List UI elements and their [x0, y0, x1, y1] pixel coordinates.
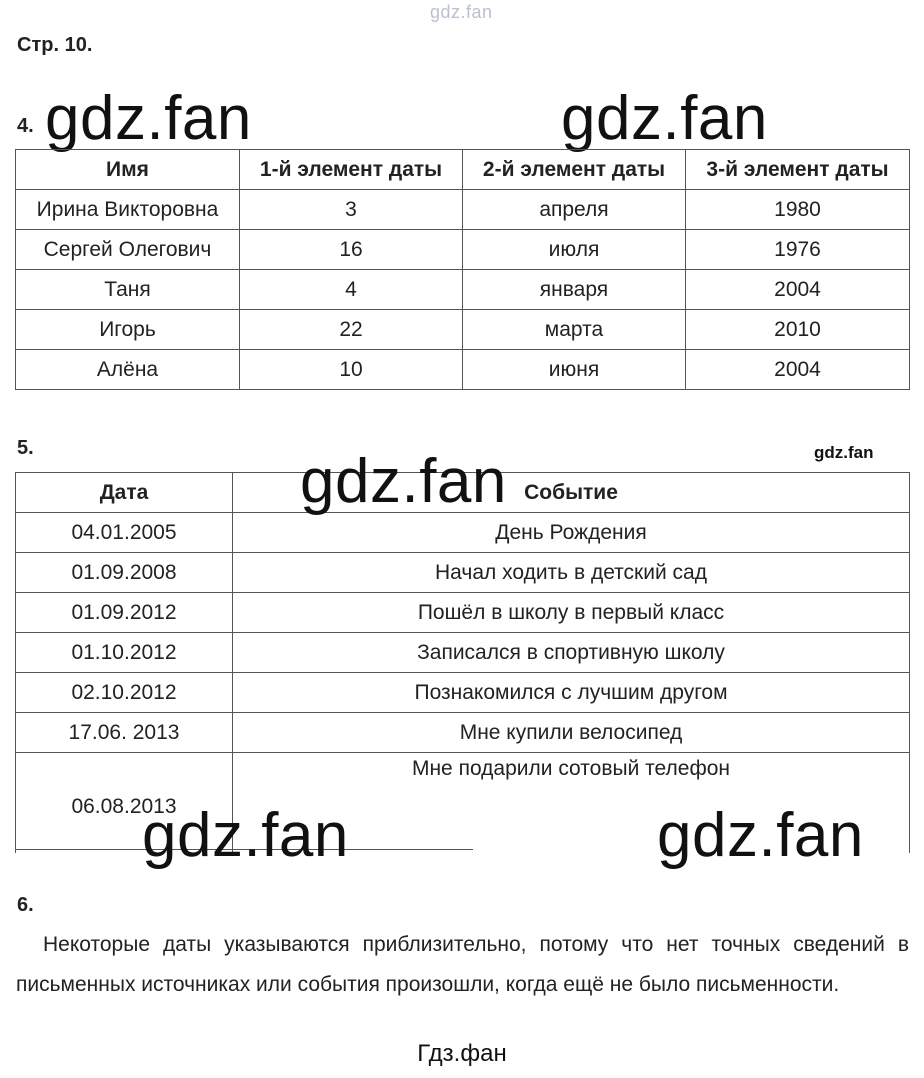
cell-date: 02.10.2012 — [16, 673, 233, 713]
column-header-event: Событие — [233, 473, 910, 513]
cell-year: 2004 — [686, 270, 910, 310]
table-row — [16, 633, 910, 673]
column-header-element-1: 1-й элемент даты — [240, 150, 463, 190]
task-4-number: 4. — [17, 115, 34, 137]
cell-month: марта — [463, 310, 686, 350]
cell-date: 04.01.2005 — [16, 513, 233, 553]
cell-date: 01.09.2012 — [16, 593, 233, 633]
cell-year: 1976 — [686, 230, 910, 270]
cell-date: 01.10.2012 — [16, 633, 233, 673]
cell-date: 06.08.2013 — [16, 753, 233, 854]
table-row — [16, 513, 910, 553]
cell-day: 10 — [240, 350, 463, 390]
table-row — [16, 190, 910, 230]
table-row — [16, 713, 910, 753]
table-row — [16, 230, 910, 270]
cell-event: День Рождения — [233, 513, 910, 553]
table-row — [16, 673, 910, 713]
table-row — [16, 270, 910, 310]
watermark-small: gdz.fan — [814, 443, 874, 462]
footer-watermark: Гдз.фан — [417, 1040, 507, 1067]
table-row — [16, 350, 910, 390]
cell-event: Записался в спортивную школу — [233, 633, 910, 673]
column-header-name: Имя — [16, 150, 240, 190]
column-header-date: Дата — [16, 473, 233, 513]
table-row — [16, 310, 910, 350]
task-6-number: 6. — [17, 894, 34, 916]
table-header-row — [16, 150, 910, 190]
cell-month: июля — [463, 230, 686, 270]
watermark: gdz.fan — [142, 801, 349, 870]
cell-event: Познакомился с лучшим другом — [233, 673, 910, 713]
table-row — [16, 553, 910, 593]
cell-event: Пошёл в школу в первый класс — [233, 593, 910, 633]
cell-month: января — [463, 270, 686, 310]
watermark: gdz.fan — [45, 84, 252, 153]
cell-date: 01.09.2008 — [16, 553, 233, 593]
task-5-number: 5. — [17, 437, 34, 459]
cell-name: Таня — [16, 270, 240, 310]
cell-year: 2010 — [686, 310, 910, 350]
watermark: gdz.fan — [300, 447, 507, 516]
cell-name: Ирина Викторовна — [16, 190, 240, 230]
cell-name: Сергей Олегович — [16, 230, 240, 270]
table-row — [16, 593, 910, 633]
column-header-element-3: 3-й элемент даты — [686, 150, 910, 190]
cell-date: 17.06. 2013 — [16, 713, 233, 753]
cell-year: 2004 — [686, 350, 910, 390]
cell-year: 1980 — [686, 190, 910, 230]
cell-name: Алёна — [16, 350, 240, 390]
cell-day: 22 — [240, 310, 463, 350]
cell-name: Игорь — [16, 310, 240, 350]
personal-timeline-table — [15, 472, 910, 853]
column-header-element-2: 2-й элемент даты — [463, 150, 686, 190]
answer-paragraph: Некоторые даты указываются приблизительно, потому что нет точных сведений в письменных источниках или события произошли, когда ещё не было письменности. — [16, 933, 909, 996]
cell-month: апреля — [463, 190, 686, 230]
cell-day: 4 — [240, 270, 463, 310]
site-watermark-top: gdz.fan — [430, 2, 493, 22]
watermark: gdz.fan — [657, 801, 864, 870]
cell-day: 16 — [240, 230, 463, 270]
watermark: gdz.fan — [561, 84, 768, 153]
cell-month: июня — [463, 350, 686, 390]
cell-event: Мне купили велосипед — [233, 713, 910, 753]
task-6-answer — [16, 925, 909, 1005]
cell-event: Мне подарили сотовый телефон — [233, 753, 910, 854]
cell-day: 3 — [240, 190, 463, 230]
cell-event: Начал ходить в детский сад — [233, 553, 910, 593]
dates-elements-table — [15, 149, 910, 390]
page-title: Стр. 10. — [17, 34, 93, 56]
